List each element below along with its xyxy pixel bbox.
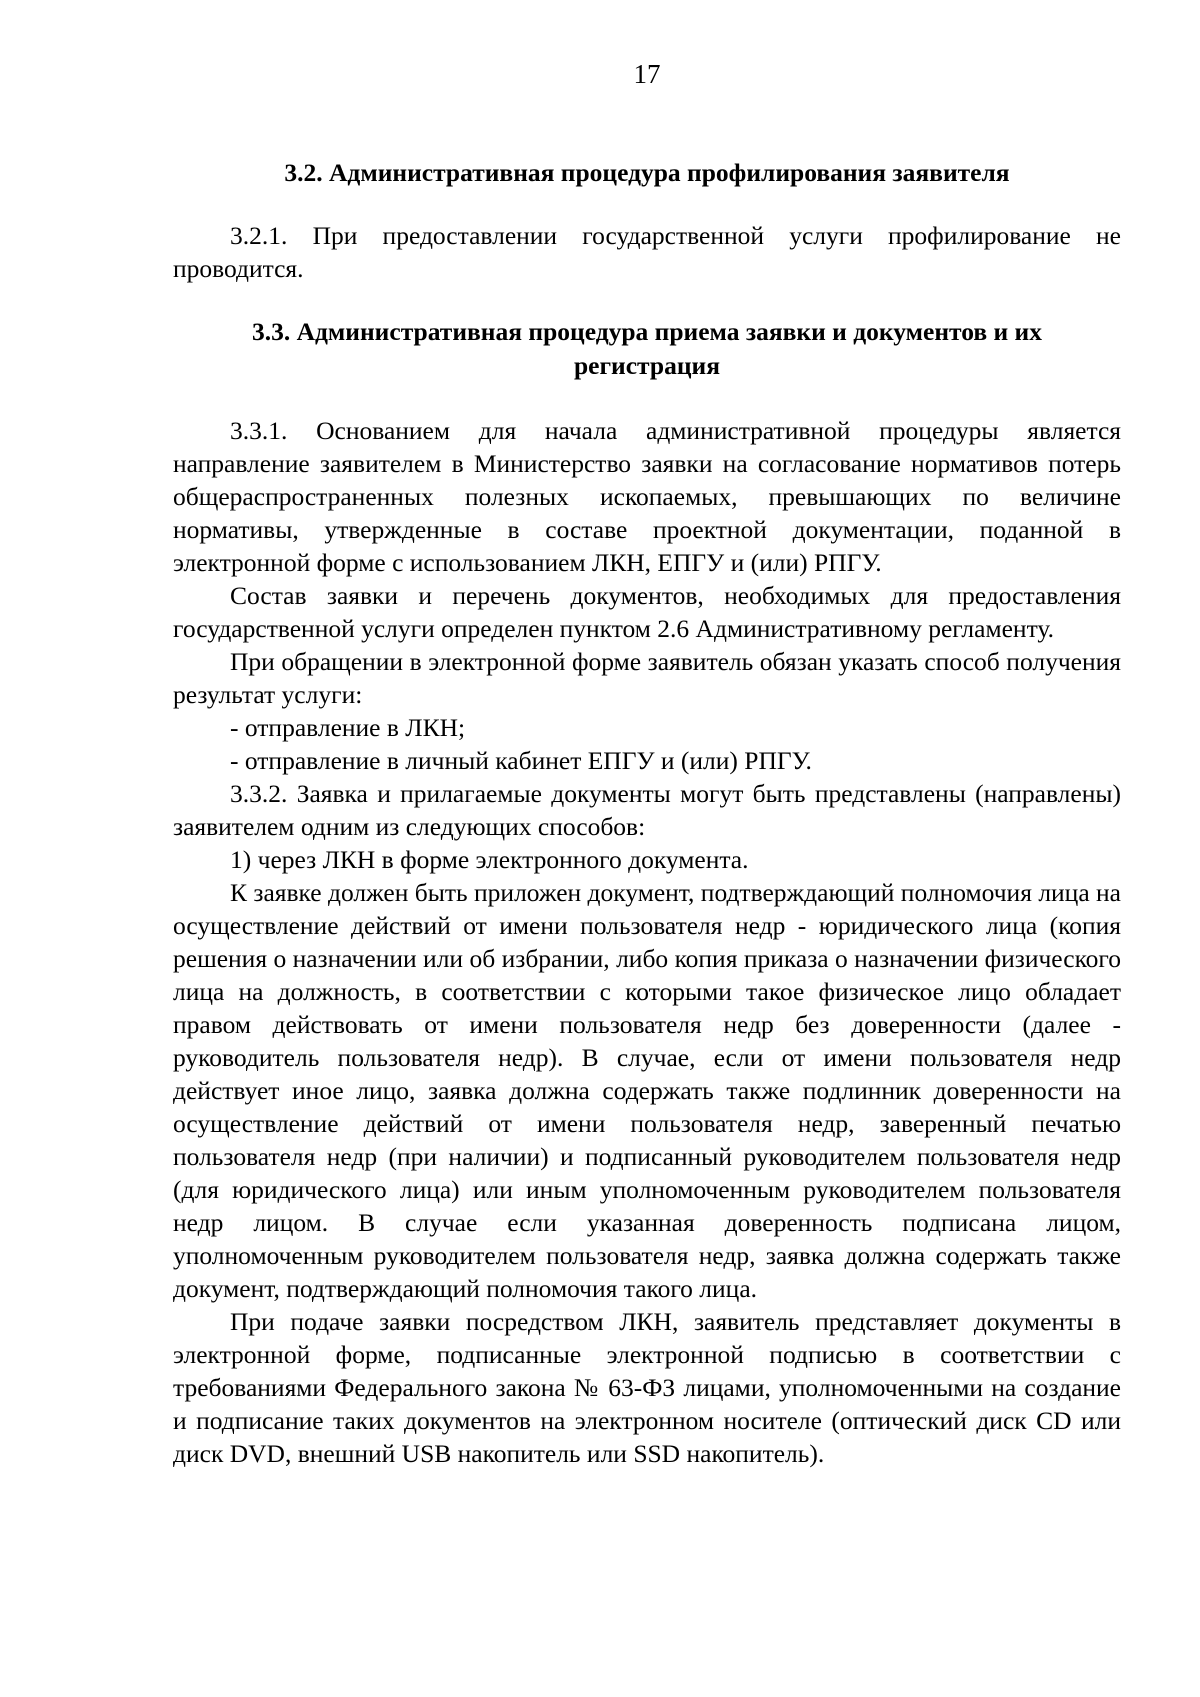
section-3-2-body	[173, 219, 1121, 285]
paragraph-3-2-1: 3.2.1. При предоставлении государственной услуги профилирование не проводится.	[173, 221, 1121, 283]
list-item-lkn: - отправление в ЛКН;	[230, 713, 466, 742]
paragraph-application-contents: Состав заявки и перечень документов, необходимых для предоставления государственной услуги определен пунктом 2.6 Административному регламенту.	[173, 581, 1121, 643]
paragraph-result-method: При обращении в электронной форме заявитель обязан указать способ получения результат услуги:	[173, 647, 1121, 709]
paragraph-electronic-submission: При подаче заявки посредством ЛКН, заявитель представляет документы в электронной форме, подписанные электронной подписью в соответствии с требованиями Федерального закона № 63-ФЗ лицами, уполномоченными на создание и подписание таких документов на электронном носителе (оптический диск CD или диск DVD, внешний USB накопитель или SSD накопитель).	[173, 1307, 1121, 1468]
section-heading-3-2: 3.2. Административная процедура профилирования заявителя	[284, 158, 1010, 187]
section-3-3-body	[173, 414, 1121, 1470]
document-page	[173, 0, 1121, 1697]
list-item-via-lkn: 1) через ЛКН в форме электронного документа.	[230, 845, 749, 874]
paragraph-authority-documents: К заявке должен быть приложен документ, подтверждающий полномочия лица на осуществление действий от имени пользователя недр - юридического лица (копия решения о назначении или об избрании, либо копия приказа о назначении физического лица на должность, в соответствии с которыми такое физическое лицо обладает правом действовать от имени пользователя недр без доверенности (далее - руководитель пользователя недр). В случае, если от имени пользователя недр действует иное лицо, заявка должна содержать также подлинник доверенности на осуществление действий от имени пользователя недр, заверенный печатью пользователя недр (при наличии) и подписанный руководителем пользователя недр (для юридического лица) или иным уполномоченным руководителем пользователя недр лицом. В случае если указанная доверенность подписана лицом, уполномоченным руководителем пользователя недр, заявка должна содержать также документ, подтверждающий полномочия такого лица.	[173, 878, 1121, 1303]
list-item-epgu: - отправление в личный кабинет ЕПГУ и (или) РПГУ.	[230, 746, 812, 775]
section-heading-3-3-line2: регистрация	[573, 351, 721, 380]
page-number: 17	[633, 59, 661, 89]
section-heading-3-3-line1: 3.3. Административная процедура приема заявки и документов и их	[251, 317, 1042, 346]
section-heading-3-3	[173, 315, 1121, 383]
paragraph-3-3-2: 3.3.2. Заявка и прилагаемые документы могут быть представлены (направлены) заявителем одним из следующих способов:	[173, 779, 1121, 841]
paragraph-3-3-1: 3.3.1. Основанием для начала административной процедуры является направление заявителем в Министерство заявки на согласование нормативов потерь общераспространенных полезных ископаемых, превышающих по величине нормативы, утвержденные в составе проектной документации, поданной в электронной форме с использованием ЛКН, ЕПГУ и (или) РПГУ.	[173, 416, 1121, 577]
